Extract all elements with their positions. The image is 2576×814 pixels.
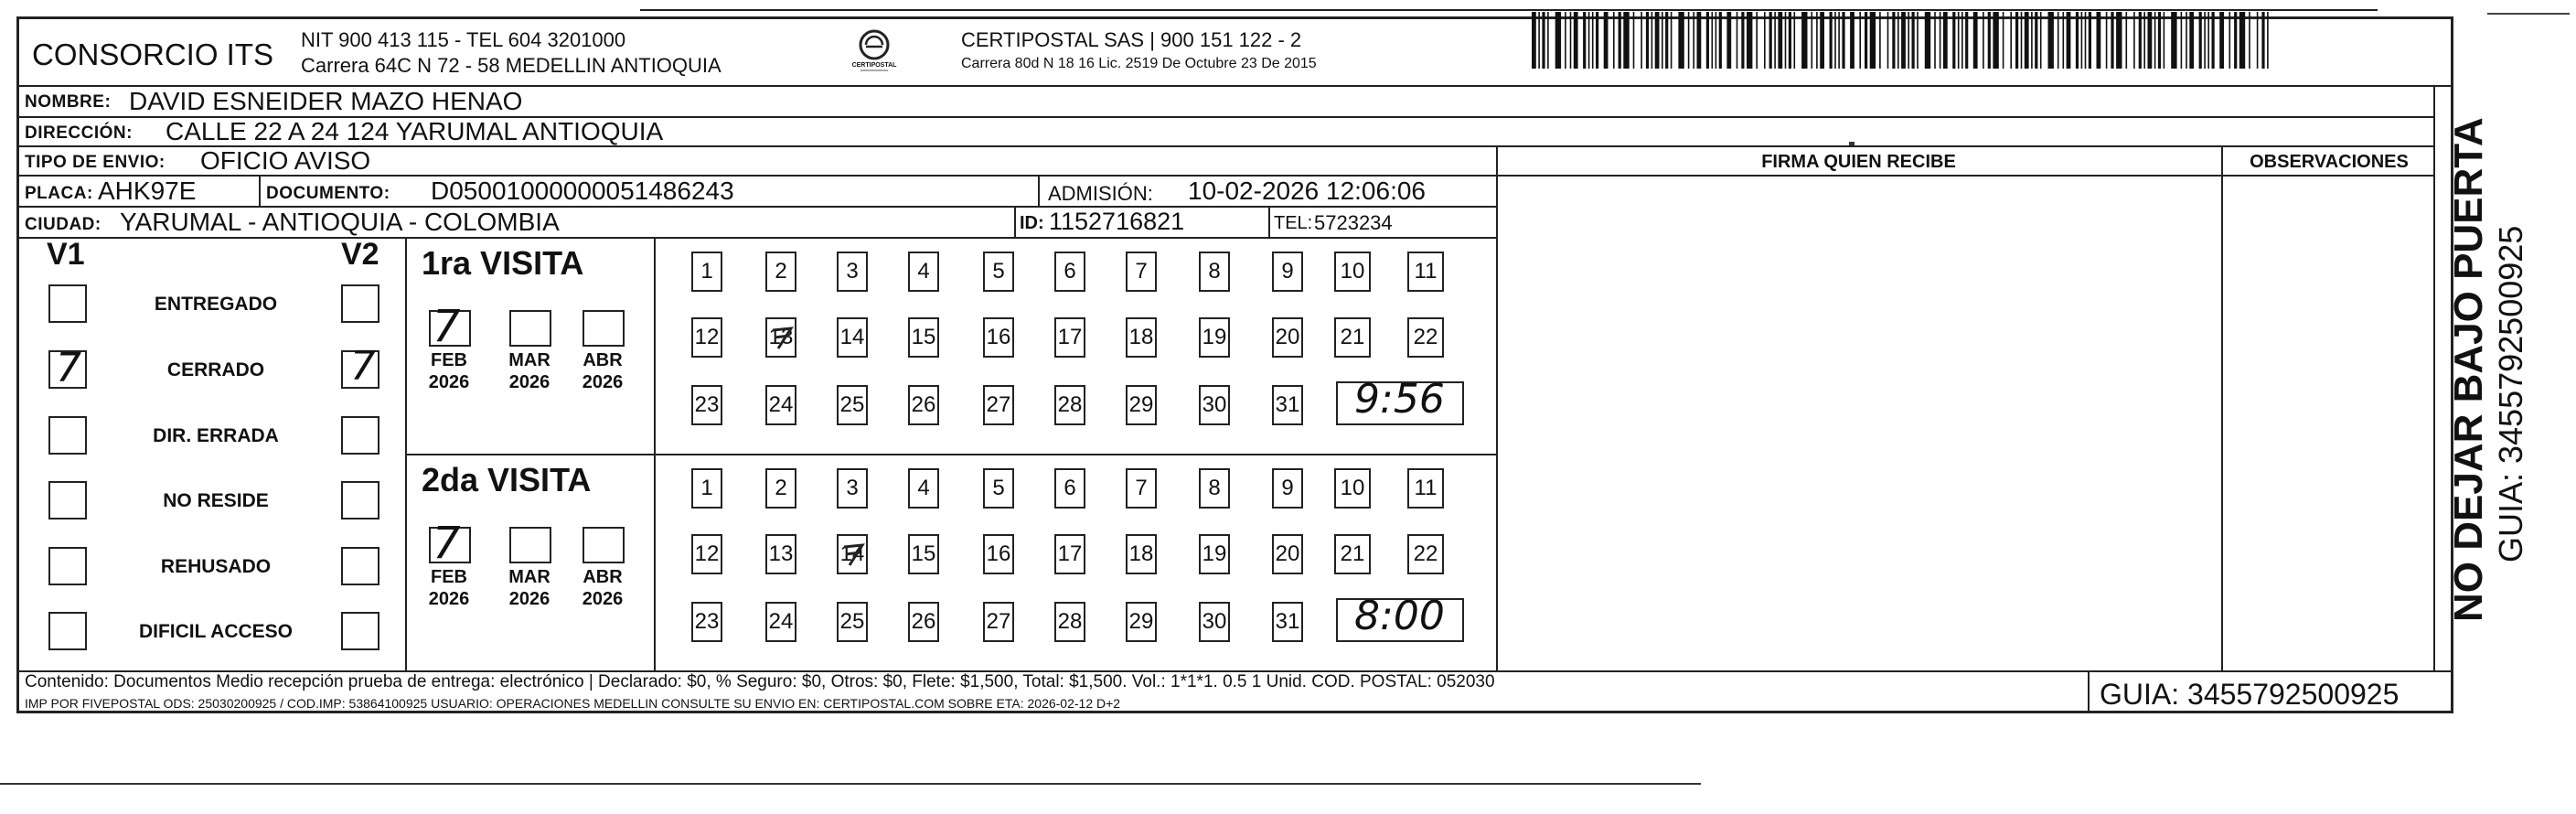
day-box[interactable]: 5 — [983, 252, 1014, 292]
certipostal-logo — [842, 25, 906, 80]
day-box[interactable]: 12 — [691, 317, 722, 358]
company-address: Carrera 64C N 72 - 58 MEDELLIN ANTIOQUIA — [301, 54, 721, 77]
obs-col-left — [2221, 145, 2223, 670]
tel-value: 5723234 — [1314, 211, 1393, 234]
bottom-edge-line — [0, 783, 1701, 785]
status-label: DIR. ERRADA — [153, 425, 279, 446]
certipostal-license: Carrera 80d N 18 16 Lic. 2519 De Octubre 23 De 2015 — [961, 56, 1317, 71]
status-label: DIFICIL ACCESO — [138, 621, 293, 642]
no-dejar-bajo-puerta: NO DEJAR BAJO PUERTA — [2446, 117, 2491, 622]
v2-handwritten-mark: 7 — [350, 343, 376, 390]
day-box[interactable]: 7 — [1126, 468, 1157, 509]
v1-checkbox[interactable] — [48, 481, 87, 519]
month-label: ABR — [583, 567, 623, 587]
day-box[interactable]: 6 — [1054, 468, 1085, 509]
day-box[interactable]: 22 — [1407, 534, 1444, 574]
month-label: FEB — [431, 350, 467, 370]
day-box[interactable]: 28 — [1054, 602, 1085, 642]
status-label: ENTREGADO — [154, 294, 278, 315]
footer-imp: IMP POR FIVEPOSTAL ODS: 25030200925 / COD.IMP: 53864100925 USUARIO: OPERACIONES MEDELLIN CONSULTE SU ENVIO EN: CERTIPOSTAL.COM SOBRE ETA: 2026-02-12 D+2 — [25, 696, 1121, 711]
day-box[interactable]: 22 — [1407, 317, 1444, 358]
nombre-label: NOMBRE: — [25, 92, 112, 112]
day-box[interactable]: 27 — [983, 385, 1014, 425]
day-box[interactable]: 16 — [983, 534, 1014, 574]
ciudad-label: CIUDAD: — [25, 215, 102, 234]
day-box[interactable]: 17 — [1054, 534, 1085, 574]
day-box[interactable]: 23 — [691, 602, 722, 642]
status-label: CERRADO — [166, 359, 265, 380]
month-checkbox[interactable] — [509, 310, 551, 347]
tipo-value: OFICIO AVISO — [200, 146, 371, 175]
admision-label: ADMISIÓN: — [1048, 182, 1153, 205]
day-box[interactable]: 3 — [837, 468, 868, 509]
month-handwritten-mark: 7 — [433, 301, 461, 352]
direccion-label: DIRECCIÓN: — [25, 123, 133, 143]
day-box[interactable]: 19 — [1199, 534, 1230, 574]
v1-checkbox[interactable] — [48, 547, 87, 585]
company-name: CONSORCIO ITS — [32, 37, 274, 71]
month-handwritten-mark: 7 — [433, 518, 461, 569]
day-box[interactable]: 14 — [837, 317, 868, 358]
row-line-5 — [19, 237, 1496, 239]
time-handwritten: 8:00 — [1354, 593, 1445, 639]
top-edge-line-right — [2487, 13, 2570, 15]
placa-divider — [259, 175, 261, 206]
day-box[interactable]: 11 — [1407, 252, 1444, 292]
year-label: 2026 — [428, 372, 470, 392]
day-box[interactable]: 16 — [983, 317, 1014, 358]
day-box[interactable]: 5 — [983, 468, 1014, 509]
visit-title: 2da VISITA — [422, 461, 592, 498]
firma-col-left — [1496, 145, 1498, 670]
month-checkbox[interactable] — [583, 527, 625, 563]
day-strike-mark — [769, 325, 795, 350]
day-box[interactable]: 26 — [908, 602, 939, 642]
day-box[interactable]: 20 — [1272, 317, 1303, 358]
tel-label: TEL: — [1274, 213, 1313, 233]
v1-checkbox[interactable] — [48, 612, 87, 650]
documento-value: D05001000000051486243 — [431, 177, 734, 205]
day-box[interactable]: 11 — [1407, 468, 1444, 509]
day-box[interactable]: 30 — [1199, 385, 1230, 425]
day-box[interactable]: 28 — [1054, 385, 1085, 425]
day-box[interactable]: 4 — [908, 468, 939, 509]
day-box[interactable]: 6 — [1054, 252, 1085, 292]
day-box[interactable]: 29 — [1126, 385, 1157, 425]
tipo-label: TIPO DE ENVIO: — [25, 153, 166, 172]
month-label: ABR — [583, 350, 623, 370]
year-label: 2026 — [508, 372, 550, 392]
documento-label: DOCUMENTO: — [266, 184, 390, 203]
v2-checkbox[interactable] — [341, 547, 379, 585]
v2-header: V2 — [341, 237, 379, 272]
month-label: MAR — [508, 350, 550, 370]
day-box[interactable]: 3 — [837, 252, 868, 292]
day-box[interactable]: 18 — [1126, 317, 1157, 358]
day-box[interactable]: 17 — [1054, 317, 1085, 358]
day-box[interactable]: 24 — [765, 602, 796, 642]
ciudad-value: YARUMAL - ANTIOQUIA - COLOMBIA — [120, 208, 560, 236]
day-box[interactable]: 30 — [1199, 602, 1230, 642]
top-edge-line — [640, 9, 2378, 11]
day-box[interactable]: 1 — [691, 468, 722, 509]
v1-checkbox[interactable] — [48, 416, 87, 455]
day-box[interactable]: 4 — [908, 252, 939, 292]
day-box[interactable]: 19 — [1199, 317, 1230, 358]
month-checkbox[interactable] — [509, 527, 551, 563]
visit-divider — [405, 454, 1496, 455]
day-box[interactable]: 9 — [1272, 468, 1303, 509]
id-label: ID: — [1020, 213, 1044, 233]
day-box[interactable]: 26 — [908, 385, 939, 425]
day-box[interactable]: 21 — [1334, 317, 1371, 358]
nombre-value: DAVID ESNEIDER MAZO HENAO — [129, 87, 523, 115]
day-box[interactable]: 15 — [908, 317, 939, 358]
v1-header: V1 — [47, 237, 85, 272]
day-box[interactable]: 25 — [837, 602, 868, 642]
tel-divider — [1268, 206, 1270, 237]
certipostal-logo-icon — [842, 25, 906, 80]
day-strike-mark — [840, 541, 866, 567]
footer-guia: GUIA: 3455792500925 — [2100, 678, 2400, 711]
year-label: 2026 — [508, 589, 550, 609]
status-label: REHUSADO — [160, 556, 272, 577]
day-box[interactable]: 29 — [1126, 602, 1157, 642]
day-box[interactable]: 13 — [765, 534, 796, 574]
day-box[interactable]: 31 — [1272, 602, 1303, 642]
v1-checkbox[interactable] — [48, 284, 87, 323]
day-box[interactable]: 21 — [1334, 534, 1371, 574]
year-label: 2026 — [582, 372, 624, 392]
observaciones-header: OBSERVACIONES — [2250, 152, 2409, 172]
day-box[interactable]: 15 — [908, 534, 939, 574]
day-box[interactable]: 8 — [1199, 468, 1230, 509]
side-guia: GUIA: 3455792500925 — [2492, 225, 2529, 562]
day-box[interactable]: 25 — [837, 385, 868, 425]
day-box[interactable]: 9 — [1272, 252, 1303, 292]
day-box[interactable]: 24 — [765, 385, 796, 425]
placa-value: AHK97E — [98, 177, 197, 205]
v1-handwritten-mark: 7 — [56, 345, 81, 391]
v2-checkbox[interactable] — [341, 284, 379, 323]
shipping-label — [16, 16, 2453, 713]
day-box[interactable]: 12 — [691, 534, 722, 574]
day-box[interactable]: 8 — [1199, 252, 1230, 292]
guia-divider — [2088, 670, 2090, 713]
direccion-value: CALLE 22 A 24 124 YARUMAL ANTIOQUIA — [166, 117, 664, 145]
day-box[interactable]: 23 — [691, 385, 722, 425]
day-box[interactable]: 10 — [1334, 252, 1371, 292]
certipostal-logo-text: CERTIPOSTAL — [851, 62, 897, 69]
day-box[interactable]: 14 — [837, 534, 868, 574]
status-label: NO RESIDE — [163, 490, 269, 511]
day-box[interactable]: 31 — [1272, 385, 1303, 425]
v2-checkbox[interactable] — [341, 481, 379, 519]
day-box[interactable]: 13 — [765, 317, 796, 358]
barcode — [1528, 12, 2278, 74]
footer-contenido: Contenido: Documentos Medio recepción prueba de entrega: electrónico | Declarado: $0, % Seguro: $0, Otros: $0, Flete: $1,500, Total: $1,500. Vol.: 1*1*1. 0.5 1 Unid. COD. POSTAL: 052030 — [25, 672, 1495, 691]
id-value: 1152716821 — [1049, 208, 1185, 235]
day-box[interactable]: 27 — [983, 602, 1014, 642]
year-label: 2026 — [428, 589, 470, 609]
company-nit: NIT 900 413 115 - TEL 604 3201000 — [301, 28, 626, 51]
year-label: 2026 — [582, 589, 624, 609]
month-label: MAR — [508, 567, 550, 587]
placa-label: PLACA: — [25, 184, 93, 203]
time-handwritten: 9:56 — [1354, 376, 1445, 423]
day-box[interactable]: 2 — [765, 468, 796, 509]
day-box[interactable]: 7 — [1126, 252, 1157, 292]
day-box[interactable]: 18 — [1126, 534, 1157, 574]
obs-col-right — [2433, 85, 2435, 670]
visit-title: 1ra VISITA — [422, 244, 584, 282]
month-checkbox[interactable] — [583, 310, 625, 347]
day-box[interactable]: 2 — [765, 252, 796, 292]
certipostal-info: CERTIPOSTAL SAS | 900 151 122 - 2 — [961, 28, 1302, 51]
id-divider — [1014, 206, 1016, 237]
stray-mark — [1849, 142, 1855, 145]
admision-divider — [1038, 175, 1040, 206]
v2-checkbox[interactable] — [341, 416, 379, 455]
day-box[interactable]: 10 — [1334, 468, 1371, 509]
v2-checkbox[interactable] — [341, 612, 379, 650]
month-label: FEB — [431, 567, 467, 587]
day-box[interactable]: 1 — [691, 252, 722, 292]
firma-header: FIRMA QUIEN RECIBE — [1761, 152, 1956, 172]
day-box[interactable]: 20 — [1272, 534, 1303, 574]
admision-value: 10-02-2026 12:06:06 — [1188, 177, 1426, 205]
